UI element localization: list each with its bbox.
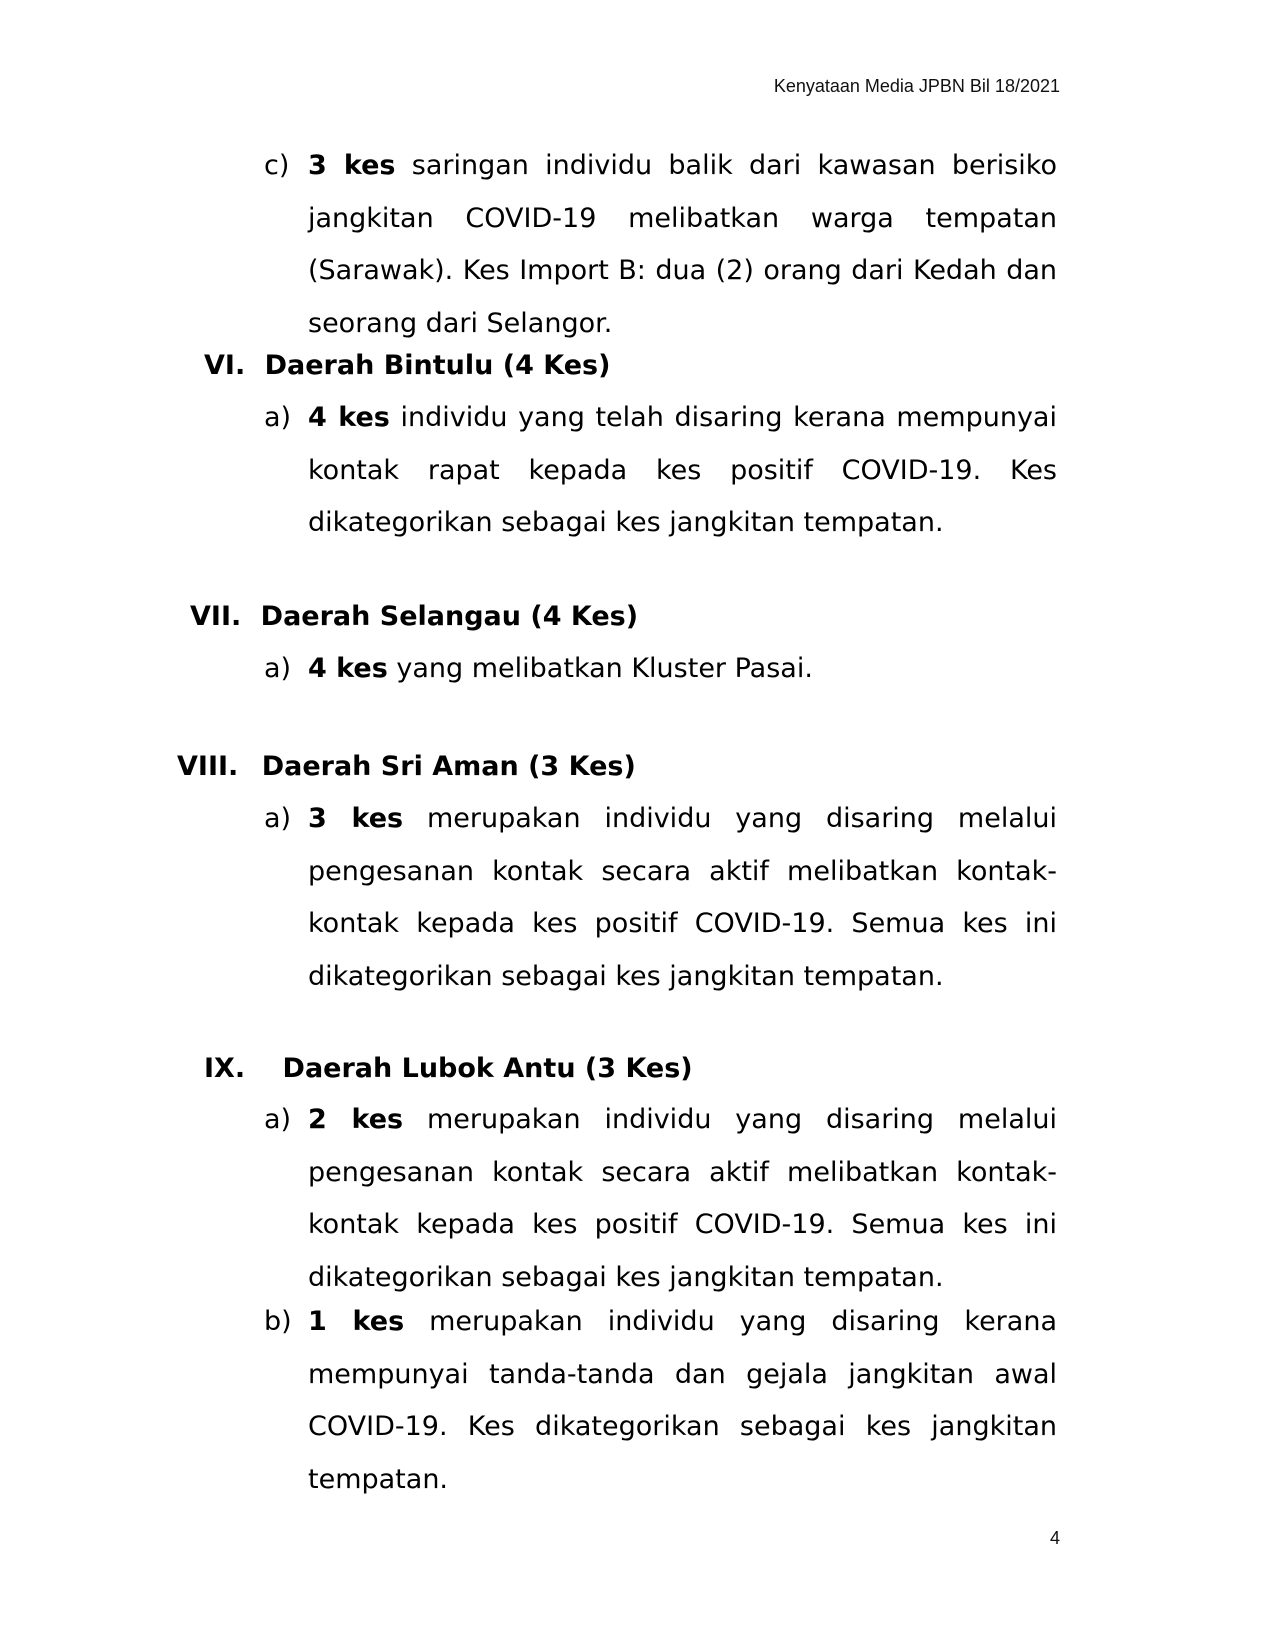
item-body bbox=[308, 793, 1057, 1003]
section-title: Daerah Selangau (4 Kes) bbox=[260, 601, 639, 632]
list-item bbox=[264, 643, 1057, 696]
item-lead: 4 kes bbox=[308, 653, 388, 684]
item-body bbox=[308, 392, 1057, 550]
section-heading bbox=[204, 1053, 693, 1084]
section-heading bbox=[190, 601, 638, 632]
item-body bbox=[308, 1094, 1057, 1304]
item-text: saringan individu balik dari kawasan berisiko jangkitan COVID-19 melibatkan warga tempatan (Sarawak). Kes Import B: dua (2) orang dari Kedah dan seorang dari Selangor. bbox=[308, 150, 1057, 339]
item-letter: a) bbox=[264, 653, 292, 684]
section-title: Daerah Sri Aman (3 Kes) bbox=[261, 751, 636, 782]
item-letter: a) bbox=[264, 402, 292, 433]
item-body bbox=[308, 1296, 1057, 1506]
list-item bbox=[264, 392, 1057, 550]
section-title: Daerah Lubok Antu (3 Kes) bbox=[282, 1053, 693, 1084]
item-lead: 3 kes bbox=[308, 803, 404, 834]
section-numeral: VI. bbox=[204, 350, 246, 381]
item-lead: 1 kes bbox=[308, 1306, 405, 1337]
section-numeral: IX. bbox=[204, 1053, 246, 1084]
list-item bbox=[264, 793, 1057, 1003]
item-text: merupakan individu yang disaring melalui pengesanan kontak secara aktif melibatkan kontak-kontak kepada kes positif COVID-19. Semua kes ini dikategorikan sebagai kes jangkitan tempatan. bbox=[308, 803, 1057, 992]
item-text: individu yang telah disaring kerana mempunyai kontak rapat kepada kes positif COVID-19. Kes dikategorikan sebagai kes jangkitan tempatan. bbox=[308, 402, 1057, 538]
item-letter: a) bbox=[264, 803, 292, 834]
item-body bbox=[308, 643, 1057, 696]
page-header: Kenyataan Media JPBN Bil 18/2021 bbox=[773, 76, 1060, 96]
item-letter: a) bbox=[264, 1104, 292, 1135]
item-letter: c) bbox=[264, 150, 290, 181]
section-heading bbox=[204, 350, 610, 381]
page-number: 4 bbox=[1049, 1528, 1060, 1548]
item-lead: 3 kes bbox=[308, 150, 396, 181]
item-letter: b) bbox=[264, 1306, 292, 1337]
section-numeral: VII. bbox=[190, 601, 242, 632]
item-lead: 4 kes bbox=[308, 402, 390, 433]
section-heading bbox=[177, 751, 636, 782]
section-title: Daerah Bintulu (4 Kes) bbox=[264, 350, 611, 381]
list-item bbox=[264, 1296, 1057, 1506]
list-item bbox=[264, 1094, 1057, 1304]
item-text: merupakan individu yang disaring kerana mempunyai tanda-tanda dan gejala jangkitan awal COVID-19. Kes dikategorikan sebagai kes jangkitan tempatan. bbox=[308, 1306, 1057, 1495]
item-lead: 2 kes bbox=[308, 1104, 404, 1135]
item-body bbox=[308, 140, 1057, 350]
list-item bbox=[264, 140, 1057, 350]
item-text: yang melibatkan Kluster Pasai. bbox=[387, 653, 813, 684]
section-numeral: VIII. bbox=[177, 751, 239, 782]
item-text: merupakan individu yang disaring melalui pengesanan kontak secara aktif melibatkan kontak-kontak kepada kes positif COVID-19. Semua kes ini dikategorikan sebagai kes jangkitan tempatan. bbox=[308, 1104, 1057, 1293]
